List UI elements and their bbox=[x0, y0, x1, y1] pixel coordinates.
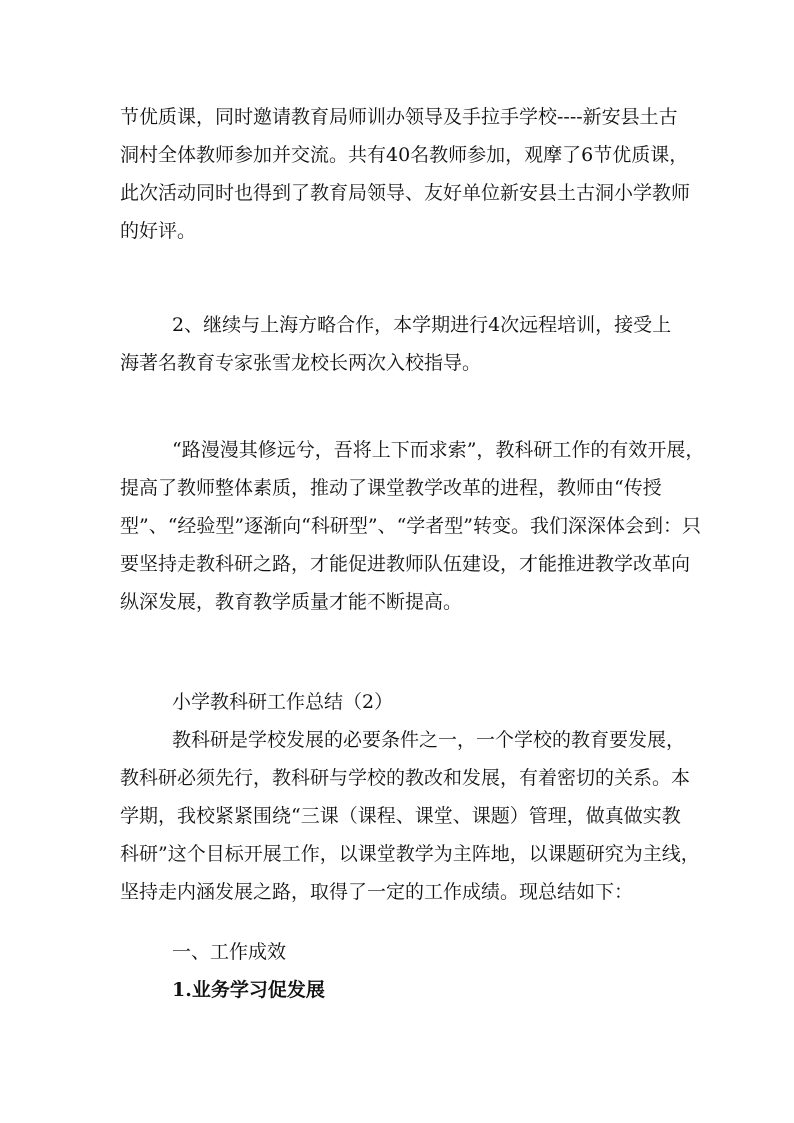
paragraph-intro bbox=[120, 721, 700, 911]
text-line: 的好评。 bbox=[120, 220, 197, 242]
section-title-block bbox=[120, 683, 686, 721]
paragraph-activity-summary bbox=[120, 98, 691, 250]
paragraph-shanghai-cooperation bbox=[120, 306, 686, 382]
text-line: 教科研必须先行，教科研与学校的教改和发展，有着密切的关系。本 bbox=[120, 767, 691, 789]
text-line: 此次活动同时也得到了教育局领导、友好单位新安县土古洞小学教师 bbox=[120, 182, 691, 204]
text-line: 节优质课，同时邀请教育局师训办领导及手拉手学校----新安县土古 bbox=[120, 106, 678, 128]
text-line: 纵深发展，教育教学质量才能不断提高。 bbox=[120, 591, 463, 613]
text-line: 科研”这个目标开展工作，以课堂教学为主阵地，以课题研究为主线， bbox=[120, 843, 700, 865]
text-line: 2、继续与上海方略合作，本学期进行4次远程培训，接受上 bbox=[172, 314, 672, 336]
text-line: 教科研是学校发展的必要条件之一，一个学校的教育要发展， bbox=[172, 729, 686, 751]
section-title: 小学教科研工作总结（2） bbox=[172, 691, 394, 713]
text-line: 要坚持走教科研之路，才能促进教师队伍建设，才能推进教学改革向 bbox=[120, 553, 691, 575]
text-line: 坚持走内涵发展之路，取得了一定的工作成绩。现总结如下： bbox=[120, 881, 634, 903]
text-line: 学期，我校紧紧围绕“三课（课程、课堂、课题）管理，做真做实教 bbox=[120, 805, 681, 827]
text-line: “路漫漫其修远兮，吾将上下而求索”，教科研工作的有效开展， bbox=[172, 439, 705, 461]
text-line: 洞村全体教师参加并交流。共有40名教师参加，观摩了6节优质课， bbox=[120, 144, 689, 166]
text-line: 海著名教育专家张雪龙校长两次入校指导。 bbox=[120, 352, 482, 374]
heading-work-results: 一、工作成效 bbox=[172, 941, 287, 963]
paragraph-conclusion bbox=[120, 431, 705, 621]
heading-business-study: 1.业务学习促发展 bbox=[172, 979, 325, 1001]
text-line: 型”、“经验型”逐渐向“科研型”、“学者型”转变。我们深深体会到：只 bbox=[120, 515, 701, 537]
heading-block bbox=[120, 933, 686, 1009]
text-line: 提高了教师整体素质，推动了课堂教学改革的进程，教师由“传授 bbox=[120, 477, 662, 499]
